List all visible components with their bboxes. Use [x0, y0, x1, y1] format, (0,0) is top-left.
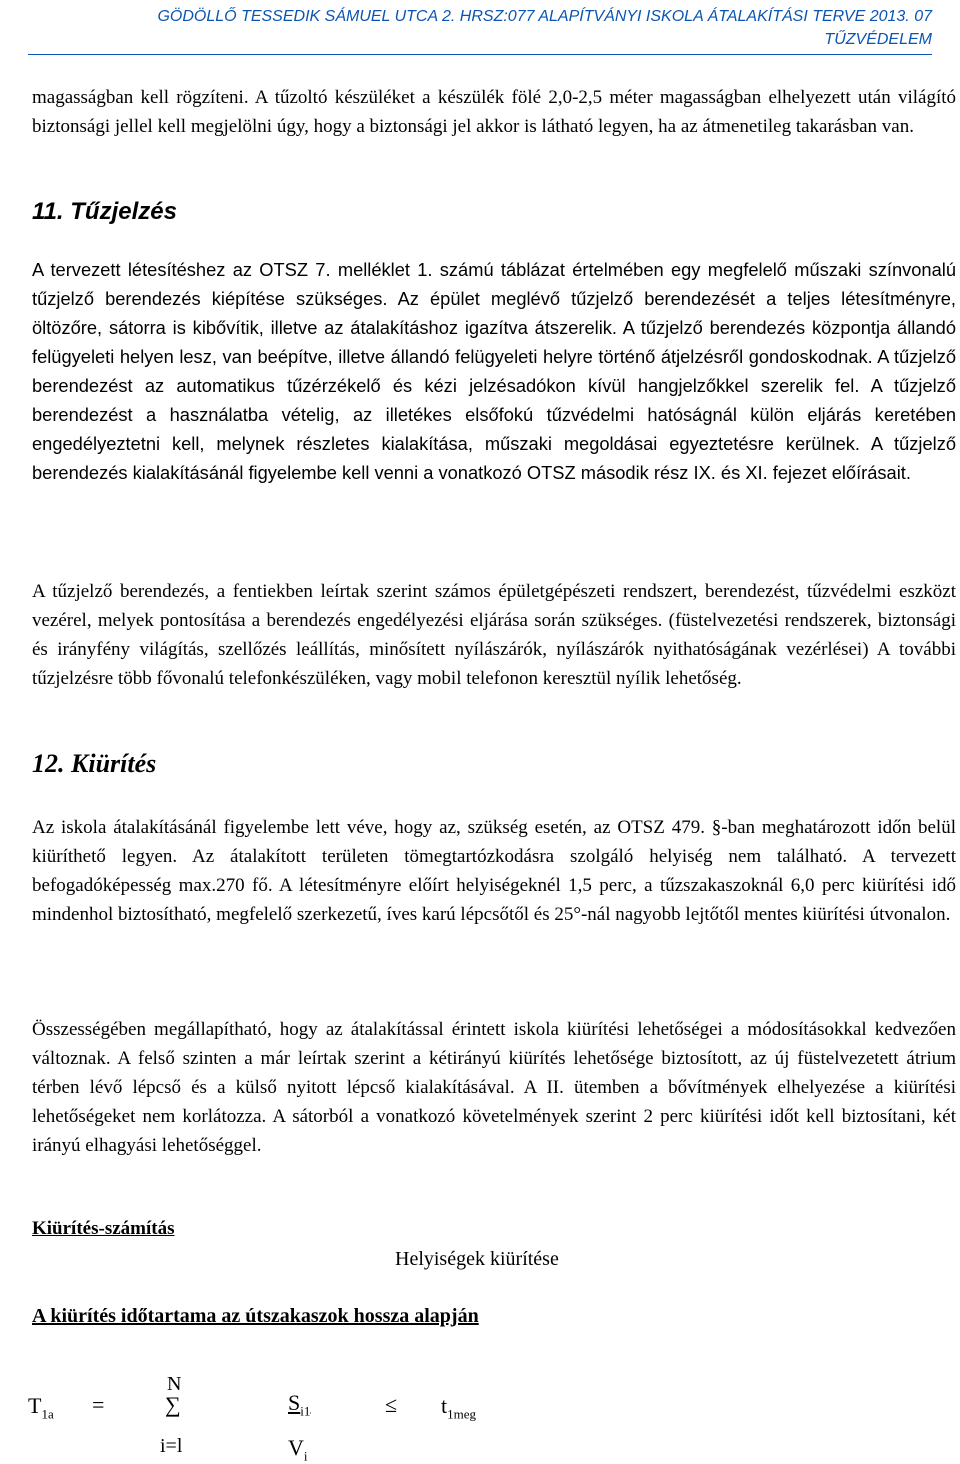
- header-subtitle: TŰZVÉDELEM: [824, 31, 932, 48]
- formula-sum-symbol: ∑: [165, 1392, 181, 1417]
- calc-subtitle: Helyiségek kiürítése: [395, 1248, 559, 1270]
- intro-paragraph: magasságban kell rögzíteni. A tűzoltó készüléket a készülék fölé 2,0-2,5 méter magasságban elhelyezett után világító biztonsági jellel kell megjelölni úgy, hogy a biztonsági jel akkor is látható legyen, ha az átmenetileg takarásban van.: [32, 87, 956, 137]
- formula-rhs: $t_{1meg}$: [441, 1393, 477, 1422]
- section-11-paragraph-2: A tűzjelző berendezés, a fentiekben leírtak szerint számos épületgépészeti rendszert, berendezést, tűzvédelmi eszközt vezérel, melyek pontosítása a berendezés engedélyezési eljárása során szükséges. (füstelvezetési rendszerek, biztonsági és irányfény világítás, szellőzés leállítás, minősített nyílászárók, nyílászárók nyithatóságának vezérlései) A további tűzjelzésre több fővonalú telefonkészüléken, vagy mobil telefonon keresztül nyílik lehetőség.: [32, 581, 956, 689]
- calc-heading: Kiürítés-számítás: [32, 1218, 175, 1239]
- formula-lower-limit: i=l: [160, 1435, 183, 1457]
- formula-numerator: $S_{i1}$: [288, 1390, 311, 1419]
- header-divider: [28, 54, 932, 55]
- calc-method-heading: A kiürítés időtartama az útszakaszok hossza alapján: [32, 1305, 479, 1327]
- header-title: GÖDÖLLŐ TESSEDIK SÁMUEL UTCA 2. HRSZ:077 ALAPÍTVÁNYI ISKOLA ÁTALAKÍTÁSI TERVE 2013. 07: [157, 8, 932, 25]
- formula-upper-limit: N: [167, 1373, 182, 1395]
- formula-denominator: $V_i$: [288, 1435, 308, 1464]
- section-12-paragraph-2: Összességében megállapítható, hogy az átalakítással érintett iskola kiürítési lehetőségei a módosításokkal kedvezően változnak. A felső szinten a már leírtak szerint a kétirányú kiürítés lehetősége biztosított, az új füstelvezetett átrium térben lévő lépcső és a külső nyitott lépcső kialakításával. A II. ütemben a bővítmények elhelyezése a kiürítési lehetőségeket nem korlátozza. A sátorból a vonatkozó követelmények szerint 2 perc kiürítési időt kell biztosítani, két irányú elhagyási lehetőséggel.: [32, 1019, 956, 1156]
- formula-leq: ≤: [385, 1392, 398, 1417]
- section-11-heading: 11. Tűzjelzés: [32, 198, 177, 225]
- section-12-paragraph-1: Az iskola átalakításánál figyelembe lett véve, hogy az, szükség esetén, az OTSZ 479. §-ban meghatározott időn belül kiüríthető legyen. Az átalakított területen tömegtartózkodásra szolgáló helyiség nem található. A tervezett befogadóképesség max.270 fő. A létesítményre előírt helyiségeknél 1,5 perc, a tűzszakaszoknál 6,0 perc kiürítési idő mindenhol biztosítható, megfelelő szerkezetű, íves karú lépcsőtől és 25°-nál nagyobb lejtőtől mentes kiürítési útvonalon.: [32, 817, 956, 925]
- section-12-heading: 12. Kiürítés: [32, 749, 157, 778]
- formula-equals: =: [92, 1392, 105, 1417]
- section-11-paragraph-1: A tervezett létesítéshez az OTSZ 7. melléklet 1. számú táblázat értelmében egy megfelelő műszaki színvonalú tűzjelző berendezés kiépítése szükséges. Az épület meglévő tűzjelző berendezését a teljes létesítményre, öltözőre, sátorra is kibővítik, illetve az átalakításhoz igazítva átszerelik. A tűzjelző berendezés központja állandó felügyeleti helyen lesz, van beépítve, illetve állandó felügyeleti helyre történő átjelzésről gondoskodnak. A tűzjelző berendezést az automatikus tűzérzékelő és kézi jelzésadókon kívül hangjelzőkkel szerelik fel. A tűzjelző berendezést a használatba vételig, az illetékes elsőfokú tűzvédelmi hatóságnál külön eljárás keretében engedélyeztetni kell, melynek részletes kialakítása, műszaki megoldásai egyeztetésre kerülnek. A tűzjelző berendezés kialakításánál figyelembe kell venni a vonatkozó OTSZ második rész IX. és XI. fejezet előírásait.: [32, 259, 956, 483]
- formula-lhs: $T_{1a}$: [28, 1393, 54, 1422]
